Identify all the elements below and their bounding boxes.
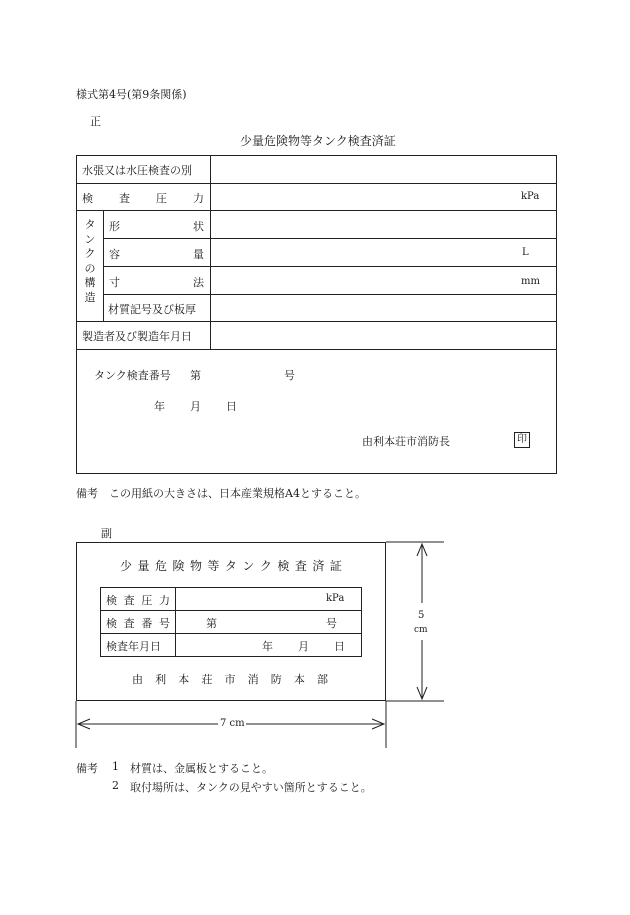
maker-label: 製造者及び製造年月日 bbox=[82, 330, 192, 343]
seal-mark: 印 bbox=[514, 432, 530, 448]
material-label: 材質記号及び板厚 bbox=[108, 303, 196, 316]
note-prefix: 備考 bbox=[76, 762, 98, 775]
height-dimension-value: 5 bbox=[418, 610, 425, 621]
dimensions-label: 寸 法 bbox=[109, 276, 204, 289]
copy-date-day: 日 bbox=[334, 640, 345, 653]
copy-date-month: 月 bbox=[298, 640, 309, 653]
dimensions-unit: mm bbox=[521, 276, 540, 287]
pressure-label: 検 査 圧 力 bbox=[82, 192, 204, 205]
copy-number-label: 検 査 番 号 bbox=[106, 617, 170, 630]
original-title: 少量危険物等タンク検査済証 bbox=[240, 134, 396, 148]
note-item-text: 材質は、金属板とすること。 bbox=[130, 762, 273, 775]
copy-issuer: 由 利 本 荘 市 消 防 本 部 bbox=[132, 673, 328, 686]
note-paper-size: 備考 この用紙の大きさは、日本産業規格A4とすること。 bbox=[76, 487, 366, 500]
shape-label: 形 状 bbox=[109, 220, 204, 233]
capacity-label: 容 量 bbox=[109, 248, 204, 261]
note-item-number: 2 bbox=[112, 779, 119, 792]
note-item-text: 取付場所は、タンクの見やすい箇所とすること。 bbox=[130, 781, 372, 794]
water-test-label: 水張又は水圧検査の別 bbox=[82, 164, 192, 177]
tank-number-label: タンク検査番号 bbox=[94, 369, 171, 382]
tank-structure-label: タ ン ク の 構 造 bbox=[84, 218, 96, 304]
copy-title: 少 量 危 険 物 等 タ ン ク 検 査 済 証 bbox=[120, 559, 342, 573]
copy-number-prefix: 第 bbox=[206, 617, 217, 630]
date-month: 月 bbox=[190, 400, 201, 413]
width-dimension: 7 cm bbox=[220, 718, 245, 729]
copy-mark: 副 bbox=[101, 527, 112, 540]
note-item-number: 1 bbox=[112, 760, 119, 773]
number-suffix: 号 bbox=[284, 369, 295, 382]
height-dimension-unit: cm bbox=[414, 625, 428, 635]
date-year: 年 bbox=[154, 400, 165, 413]
date-day: 日 bbox=[226, 400, 237, 413]
capacity-unit: L bbox=[522, 247, 529, 258]
issuer: 由利本荘市消防長 bbox=[362, 435, 450, 448]
form-number: 様式第4号(第9条関係) bbox=[76, 88, 187, 101]
original-mark: 正 bbox=[90, 115, 101, 128]
copy-number-suffix: 号 bbox=[326, 617, 337, 630]
copy-date-year: 年 bbox=[262, 640, 273, 653]
pressure-unit: kPa bbox=[521, 191, 540, 202]
number-prefix: 第 bbox=[190, 369, 201, 382]
copy-pressure-unit: kPa bbox=[326, 593, 345, 604]
copy-date-label: 検査年月日 bbox=[106, 640, 161, 653]
copy-pressure-label: 検 査 圧 力 bbox=[106, 594, 170, 607]
